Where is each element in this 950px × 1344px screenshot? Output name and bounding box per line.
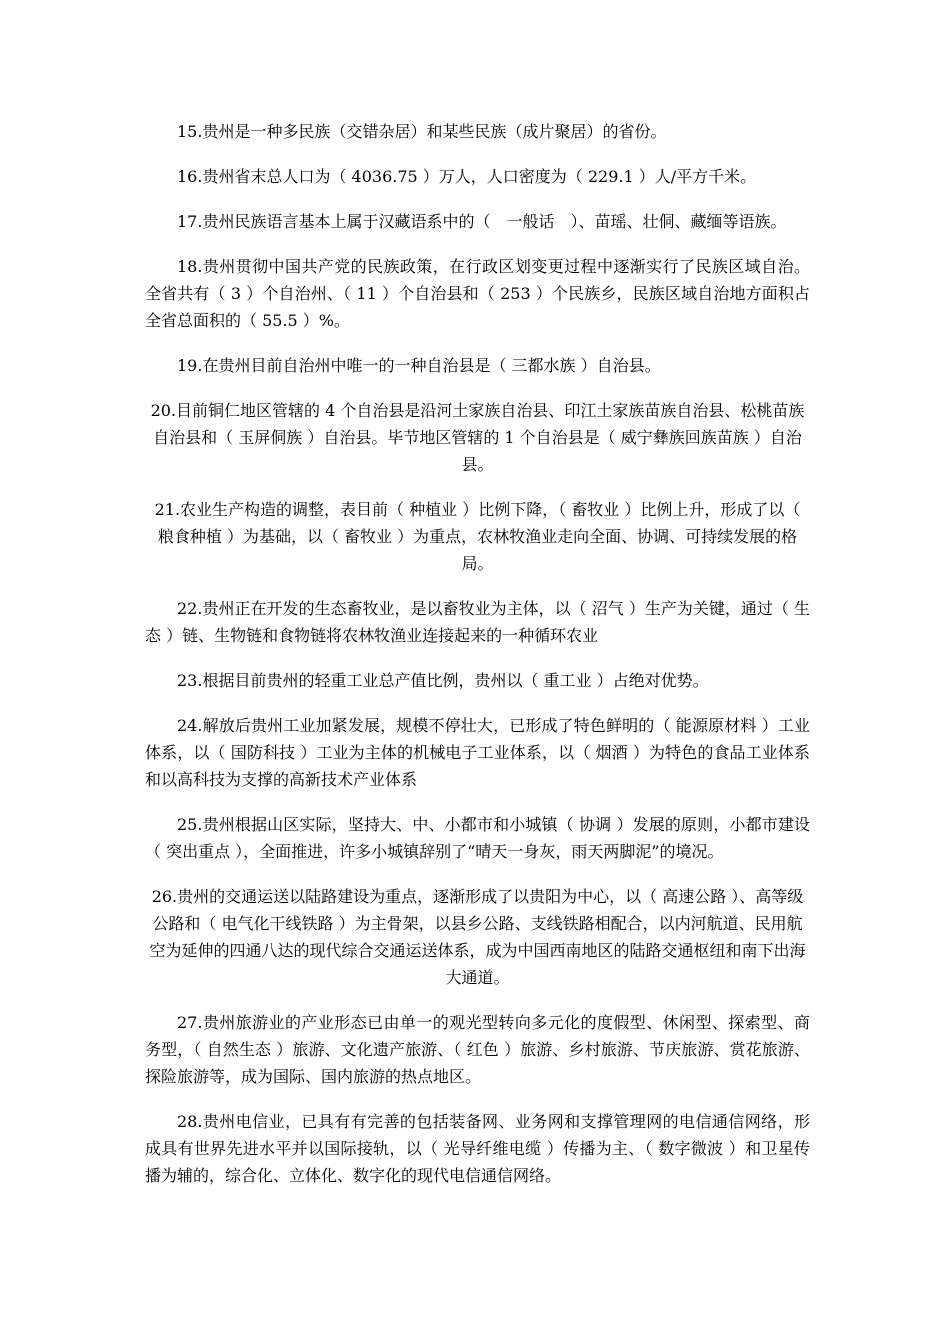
paragraph-21: 21.农业生产构造的调整，表目前（ 种植业 ）比例下降，（ 畜牧业 ）比例上升，形成了以（ 粮食种植 ）为基础，以（ 畜牧业 ）为重点，农林牧渔业走向全面、协调、可持续发展的格局。 bbox=[154, 500, 801, 573]
document-page bbox=[145, 118, 810, 1207]
paragraph-22: 22.贵州正在开发的生态畜牧业，是以畜牧业为主体，以（ 沼气 ）生产为关键，通过（ 生态 ）链、生物链和食物链将农林牧渔业连接起来的一种循环农业 bbox=[145, 599, 810, 645]
paragraph-26: 26.贵州的交通运送以陆路建设为重点，逐渐形成了以贵阳为中心，以（ 高速公路 ）、高等级公路和（ 电气化干线铁路 ）为主骨架，以县乡公路、支线铁路相配合，以内河航道、民用航空为延伸的四通八达的现代综合交通运送体系，成为中国西南地区的陆路交通枢纽和南下出海大通道。 bbox=[149, 887, 806, 987]
paragraph-27: 27.贵州旅游业的产业形态已由单一的观光型转向多元化的度假型、休闲型、探索型、商务型，（ 自然生态 ）旅游、文化遗产旅游、（ 红色 ）旅游、乡村旅游、节庆旅游、赏花旅游、探险旅游等，成为国际、国内旅游的热点地区。 bbox=[145, 1013, 810, 1086]
paragraph-28: 28.贵州电信业，已具有有完善的包括装备网、业务网和支撑管理网的电信通信网络，形成具有世界先进水平并以国际接轨，以（ 光导纤维电缆 ）传播为主、（ 数字微波 ）和卫星传播为辅的，综合化、立体化、数字化的现代电信通信网络。 bbox=[145, 1112, 810, 1185]
paragraph-23: 23.根据目前贵州的轻重工业总产值比例，贵州以（ 重工业 ）占绝对优势。 bbox=[177, 671, 709, 690]
paragraph-18: 18.贵州贯彻中国共产党的民族政策，在行政区划变更过程中逐渐实行了民族区域自治。全省共有（ 3 ）个自治州、（ 11 ）个自治县和（ 253 ）个民族乡，民族区域自治地方面积占全省总面积的（ 55.5 ）%。 bbox=[145, 257, 810, 330]
paragraph-16: 16.贵州省末总人口为（ 4036.75 ）万人，人口密度为（ 229.1 ）人/平方千米。 bbox=[177, 167, 757, 186]
paragraph-24: 24.解放后贵州工业加紧发展，规模不停壮大，已形成了特色鲜明的（ 能源原材料 ）工业体系，以（ 国防科技 ）工业为主体的机械电子工业体系，以（ 烟酒 ）为特色的食品工业体系和以高科技为支撑的高新技术产业体系 bbox=[145, 716, 810, 789]
paragraph-25: 25.贵州根据山区实际，坚持大、中、小都市和小城镇（ 协调 ）发展的原则，小都市建设（ 突出重点 ），全面推进，许多小城镇辞别了“晴天一身灰，雨天两脚泥”的境况。 bbox=[145, 815, 810, 861]
paragraph-17: 17.贵州民族语言基本上属于汉藏语系中的（ 一般话 ）、苗瑶、壮侗、藏缅等语族。 bbox=[177, 212, 787, 231]
paragraph-19: 19.在贵州目前自治州中唯一的一种自治县是（ 三都水族 ）自治县。 bbox=[177, 356, 661, 375]
paragraph-15: 15.贵州是一种多民族（交错杂居）和某些民族（成片聚居）的省份。 bbox=[177, 122, 667, 141]
paragraph-20: 20.目前铜仁地区管辖的 4 个自治县是沿河土家族自治县、印江土家族苗族自治县、松桃苗族自治县和（ 玉屏侗族 ）自治县。毕节地区管辖的 1 个自治县是（ 威宁彝族回族苗族 ）自治县。 bbox=[150, 401, 805, 474]
